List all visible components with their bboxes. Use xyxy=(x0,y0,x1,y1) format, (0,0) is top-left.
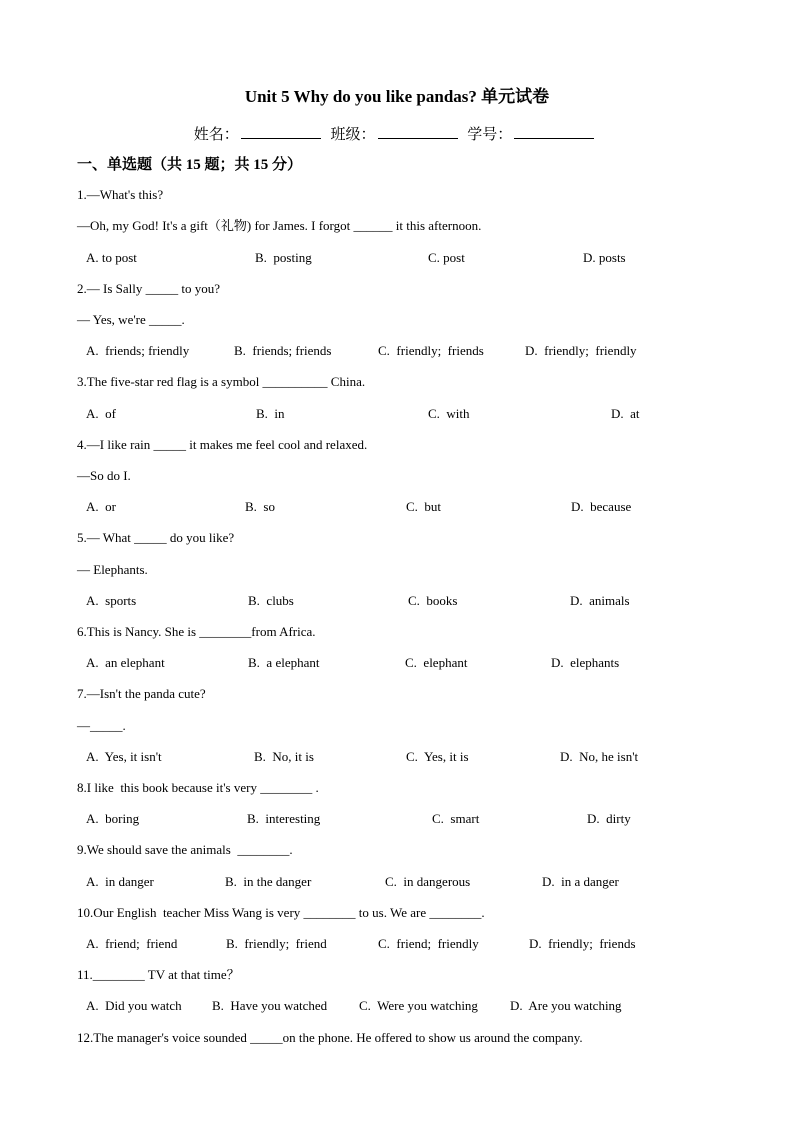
option-a[interactable]: A. to post xyxy=(86,250,137,265)
option-c[interactable]: C. friendly; friends xyxy=(378,343,484,358)
question-line: 2.— Is Sally _____ to you? xyxy=(77,281,220,296)
option-b[interactable]: B. No, it is xyxy=(254,749,314,764)
option-c[interactable]: C. books xyxy=(408,593,458,608)
question-line: —So do I. xyxy=(77,468,131,483)
option-c[interactable]: C. smart xyxy=(432,811,480,826)
question-line: 9.We should save the animals ________. xyxy=(77,842,293,857)
option-d[interactable]: D. No, he isn't xyxy=(560,749,639,764)
question-line: 11.________ TV at that time？ xyxy=(77,967,240,982)
option-a[interactable]: A. friends; friendly xyxy=(86,343,190,358)
question-line: 7.—Isn't the panda cute? xyxy=(77,686,206,701)
option-b[interactable]: B. posting xyxy=(255,250,312,265)
question-line: 5.— What _____ do you like? xyxy=(77,530,235,545)
name-label: 姓名： xyxy=(193,127,239,143)
option-c[interactable]: C. Were you watching xyxy=(359,998,478,1013)
option-c[interactable]: C. Yes, it is xyxy=(406,749,469,764)
question-line: — Yes, we're _____. xyxy=(77,312,185,327)
option-a[interactable]: A. in danger xyxy=(86,874,154,889)
option-a[interactable]: A. of xyxy=(86,406,116,421)
option-a[interactable]: A. Did you watch xyxy=(86,998,182,1013)
question-line: —Oh, my God! It's a gift（礼物) for James. I forgot ______ it this afternoon. xyxy=(77,218,482,233)
option-b[interactable]: B. a elephant xyxy=(248,655,320,670)
option-d[interactable]: D. friendly; friends xyxy=(529,936,636,951)
option-d[interactable]: D. in a danger xyxy=(542,874,619,889)
option-d[interactable]: D. dirty xyxy=(587,811,631,826)
question-line: 3.The five-star red flag is a symbol __________ China. xyxy=(77,374,366,389)
option-a[interactable]: A. or xyxy=(86,499,116,514)
question-line: — Elephants. xyxy=(77,562,148,577)
option-c[interactable]: C. but xyxy=(406,499,442,514)
option-a[interactable]: A. sports xyxy=(86,593,137,608)
option-b[interactable]: B. friendly; friend xyxy=(226,936,327,951)
option-d[interactable]: D. at xyxy=(611,406,640,421)
option-c[interactable]: C. with xyxy=(428,406,470,421)
option-d[interactable]: D. friendly; friendly xyxy=(525,343,637,358)
option-c[interactable]: C. in dangerous xyxy=(385,874,471,889)
question-line: 4.—I like rain _____ it makes me feel cool and relaxed. xyxy=(77,437,368,452)
option-d[interactable]: D. animals xyxy=(570,593,630,608)
option-d[interactable]: D. Are you watching xyxy=(510,998,622,1013)
exam-title: Unit 5 Why do you like pandas? 单元试卷 xyxy=(244,87,550,106)
id-blank[interactable] xyxy=(514,124,594,139)
question-line: 6.This is Nancy. She is ________from Africa. xyxy=(77,624,316,639)
option-c[interactable]: C. elephant xyxy=(405,655,468,670)
question-line: 12.The manager's voice sounded _____on the phone. He offered to show us around the company. xyxy=(77,1030,583,1045)
option-d[interactable]: D. elephants xyxy=(551,655,620,670)
option-b[interactable]: B. interesting xyxy=(247,811,321,826)
student-info-row xyxy=(0,124,794,145)
option-a[interactable]: A. an elephant xyxy=(86,655,165,670)
section-heading: 一、单选题（共 15 题；共 15 分） xyxy=(77,157,303,173)
option-d[interactable]: D. because xyxy=(571,499,632,514)
option-c[interactable]: C. friend; friendly xyxy=(378,936,479,951)
option-b[interactable]: B. Have you watched xyxy=(212,998,328,1013)
class-blank[interactable] xyxy=(378,124,458,139)
class-label: 班级： xyxy=(330,127,376,143)
id-label: 学号： xyxy=(467,127,513,143)
name-blank[interactable] xyxy=(241,124,321,139)
option-b[interactable]: B. friends; friends xyxy=(234,343,332,358)
option-b[interactable]: B. in the danger xyxy=(225,874,312,889)
option-d[interactable]: D. posts xyxy=(583,250,626,265)
option-b[interactable]: B. clubs xyxy=(248,593,294,608)
option-b[interactable]: B. in xyxy=(256,406,285,421)
option-a[interactable]: A. boring xyxy=(86,811,140,826)
question-line: —_____. xyxy=(77,718,126,733)
question-line: 1.—What's this? xyxy=(77,187,164,202)
option-a[interactable]: A. friend; friend xyxy=(86,936,178,951)
question-line: 8.I like this book because it's very ________ . xyxy=(77,780,319,795)
option-a[interactable]: A. Yes, it isn't xyxy=(86,749,162,764)
option-b[interactable]: B. so xyxy=(245,499,275,514)
question-line: 10.Our English teacher Miss Wang is very ________ to us. We are ________. xyxy=(77,905,485,920)
option-c[interactable]: C. post xyxy=(428,250,465,265)
